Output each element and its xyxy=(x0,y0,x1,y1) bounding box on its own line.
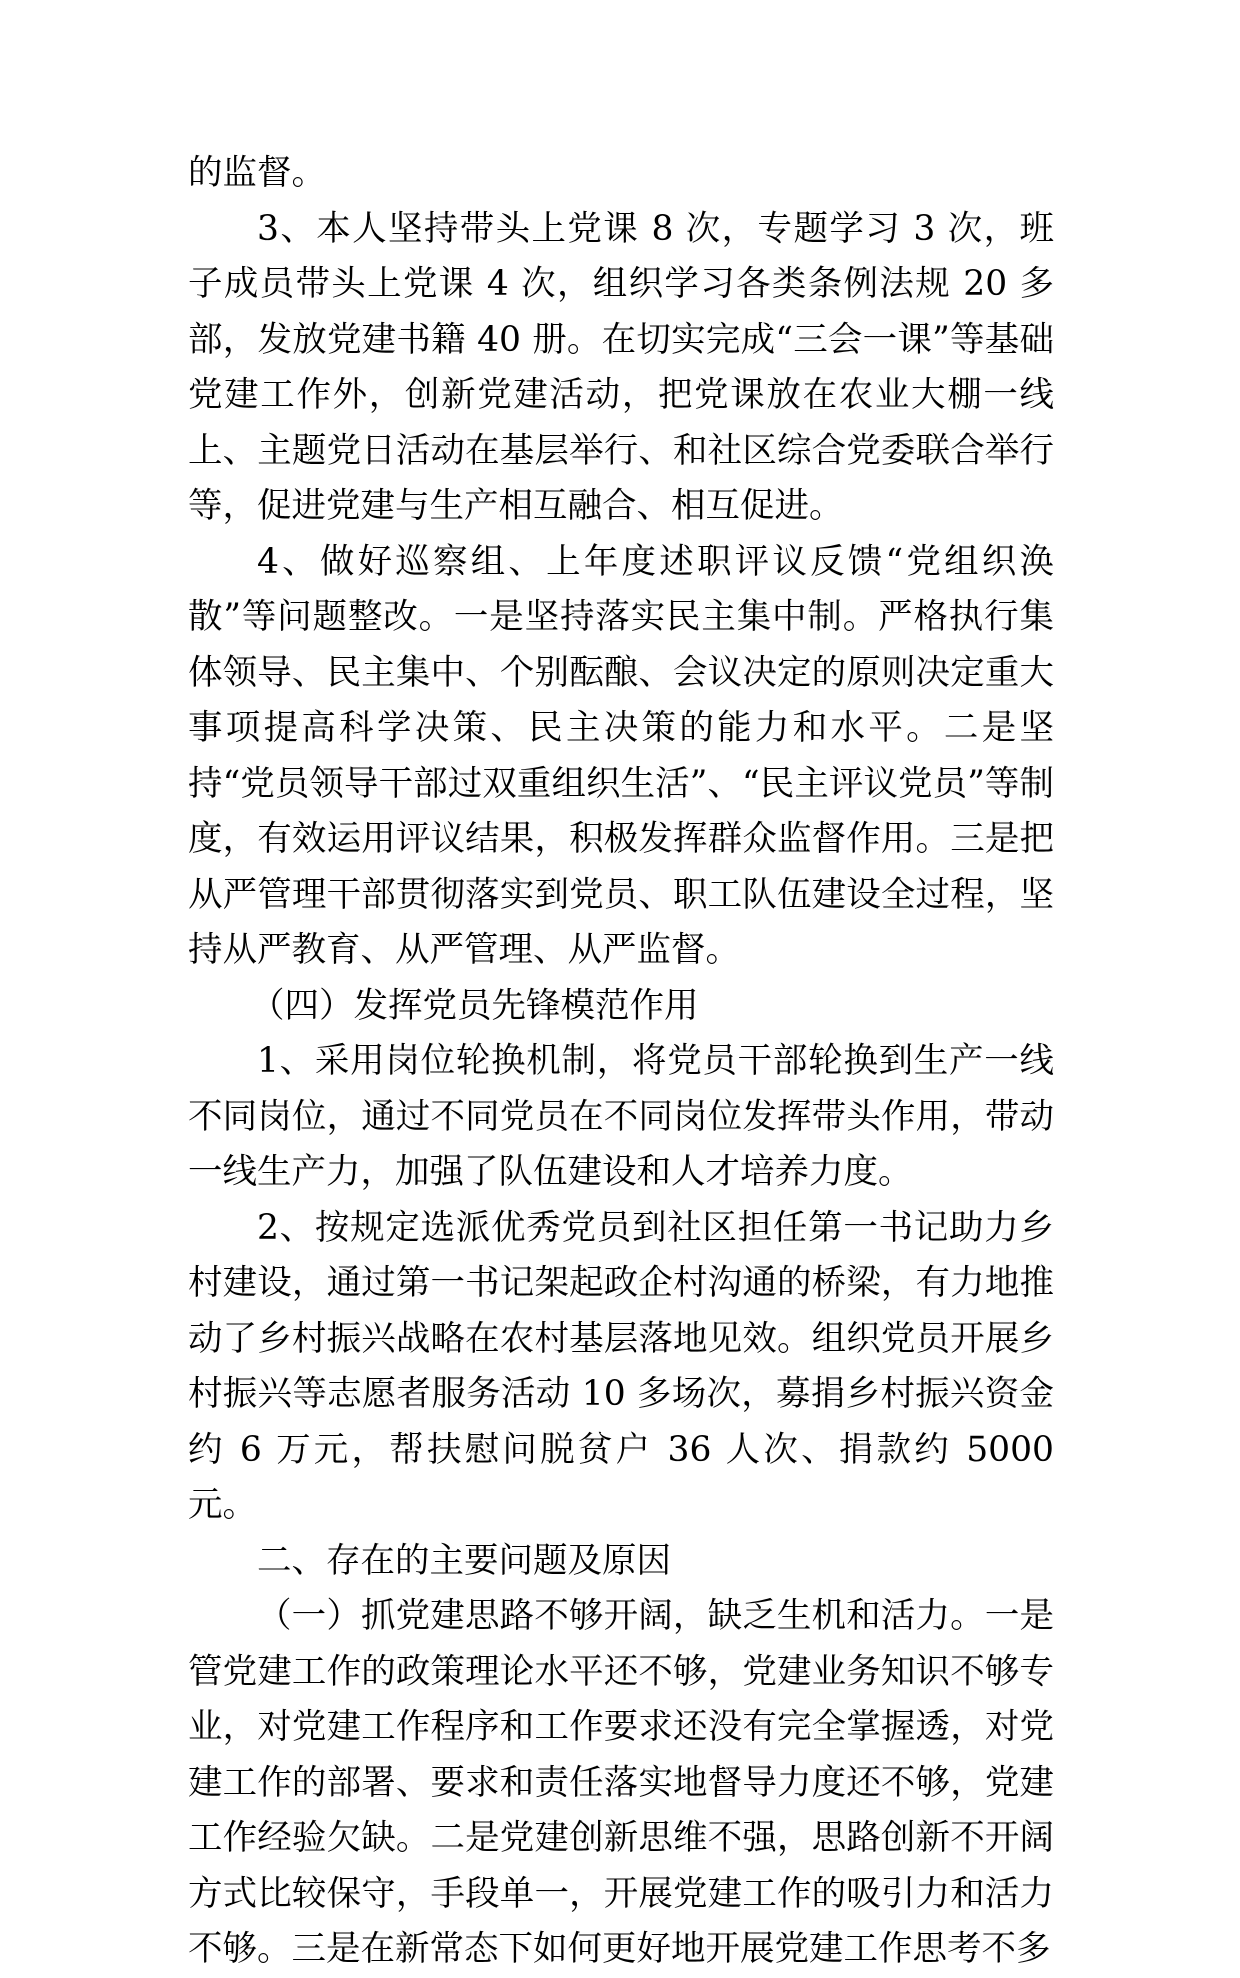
paragraph-item-1: 1、采用岗位轮换机制，将党员干部轮换到生产一线不同岗位，通过不同党员在不同岗位发挥带头作用，带动一线生产力，加强了队伍建设和人才培养力度。 xyxy=(188,1041,1054,1192)
paragraph-item-2: 2、按规定选派优秀党员到社区担任第一书记助力乡村建设，通过第一书记架起政企村沟通的桥梁，有力地推动了乡村振兴战略在农村基层落地见效。组织党员开展乡村振兴等志愿者服务活动 10 多场次，募捐乡村振兴资金约 6 万元，帮扶慰问脱贫户 36 人次、捐款约 5000 元。 xyxy=(188,1207,1054,1525)
paragraph-item-4: 4、做好巡察组、上年度述职评议反馈“党组织涣散”等问题整改。一是坚持落实民主集中制。严格执行集体领导、民主集中、个别酝酿、会议决定的原则决定重大事项提高科学决策、民主决策的能力和水平。二是坚持“党员领导干部过双重组织生活”、“民主评议党员”等制度，有效运用评议结果，积极发挥群众监督作用。三是把从严管理干部贯彻落实到党员、职工队伍建设全过程，坚持从严教育、从严管理、从严监督。 xyxy=(188,541,1054,970)
paragraph-continuation: 的监督。 xyxy=(188,153,326,193)
section-heading-4: （四）发挥党员先锋模范作用 xyxy=(250,985,699,1026)
document-page xyxy=(188,146,1054,1978)
paragraph-problem-1: （一）抓党建思路不够开阔，缺乏生机和活力。一是管党建工作的政策理论水平还不够，党建业务知识不够专业，对党建工作程序和工作要求还没有完全掌握透，对党建工作的部署、要求和责任落实地督导力度还不够，党建工作经验欠缺。二是党建创新思维不强，思路创新不开阔方式比较保守，手段单一，开展党建工作的吸引力和活力不够。三是在新常态下如何更好地开展党建工作思考不多 xyxy=(188,1596,1054,1969)
paragraph-item-3: 3、本人坚持带头上党课 8 次，专题学习 3 次，班子成员带头上党课 4 次，组织学习各类条例法规 20 多部，发放党建书籍 40 册。在切实完成“三会一课”等基础党建工作外，创新党建活动，把党课放在农业大棚一线上、主题党日活动在基层举行、和社区综合党委联合举行等，促进党建与生产相互融合、相互促进。 xyxy=(188,208,1054,526)
section-heading-problems: 二、存在的主要问题及原因 xyxy=(257,1540,671,1581)
